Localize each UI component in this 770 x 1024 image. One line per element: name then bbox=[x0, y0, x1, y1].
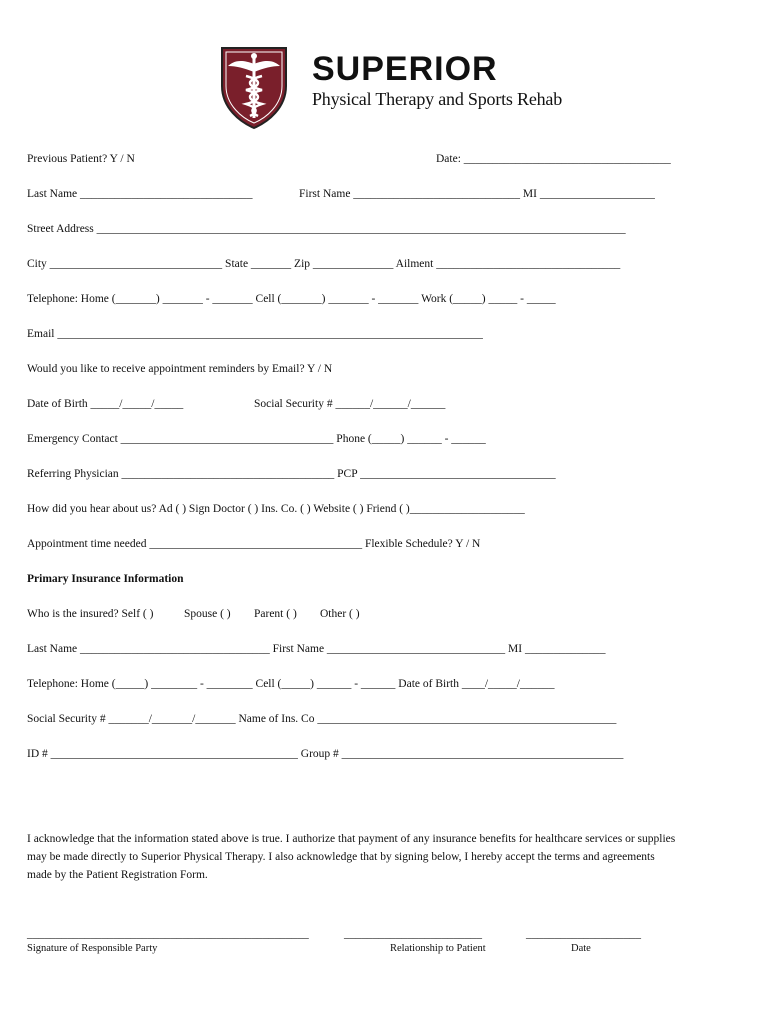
acknowledgement-text bbox=[27, 830, 747, 884]
caduceus-shield-icon bbox=[220, 46, 288, 130]
last-name-field[interactable]: Last Name ______________________________ bbox=[27, 188, 253, 200]
insurance-heading: Primary Insurance Information bbox=[27, 573, 184, 585]
date-label: Date bbox=[571, 943, 591, 954]
insured-spouse-option[interactable]: Spouse ( ) bbox=[184, 608, 231, 620]
insured-self-option[interactable]: Who is the insured? Self ( ) bbox=[27, 608, 154, 620]
insured-id-field[interactable]: ID # ___________________________________________ Group # _________________________________________________ bbox=[27, 748, 624, 760]
emergency-contact-field[interactable]: Emergency Contact _____________________________________ Phone (_____) ______ - ______ bbox=[27, 433, 486, 445]
date-field[interactable]: Date: ____________________________________ bbox=[436, 153, 671, 165]
acknowledgement-line: I acknowledge that the information stated above is true. I authorize that payment of any insurance benefits for healthcare services or supplies bbox=[27, 833, 676, 845]
street-address-field[interactable]: Street Address ____________________________________________________________________________________________ bbox=[27, 223, 626, 235]
reminders-question[interactable]: Would you like to receive appointment reminders by Email? Y / N bbox=[27, 363, 333, 375]
city-state-zip-field[interactable]: City ______________________________ State _______ Zip ______________ Ailment ________________________________ bbox=[27, 258, 621, 270]
signature-line[interactable]: _________________________________________________ bbox=[27, 928, 309, 940]
acknowledgement-line: made by the Patient Registration Form. bbox=[27, 869, 208, 881]
date-signature-line[interactable]: ____________________ bbox=[526, 928, 641, 940]
relationship-label: Relationship to Patient bbox=[390, 943, 486, 954]
brand-name: SUPERIOR bbox=[312, 50, 498, 88]
brand-tagline: Physical Therapy and Sports Rehab bbox=[312, 89, 563, 109]
referral-source-field[interactable]: How did you hear about us? Ad ( ) Sign Doctor ( ) Ins. Co. ( ) Website ( ) Friend ( )____________________ bbox=[27, 503, 525, 515]
insured-ssn-field[interactable]: Social Security # _______/_______/_______ Name of Ins. Co ____________________________________________________ bbox=[27, 713, 617, 725]
acknowledgement-line: may be made directly to Superior Physical Therapy. I also acknowledge that by signing below, I hereby accept the terms and agreements bbox=[27, 851, 655, 863]
previous-patient-field[interactable]: Previous Patient? Y / N bbox=[27, 153, 135, 165]
email-field[interactable]: Email __________________________________________________________________________ bbox=[27, 328, 483, 340]
referring-physician-field[interactable]: Referring Physician _____________________________________ PCP __________________________________ bbox=[27, 468, 556, 480]
first-name-field[interactable]: First Name _____________________________ MI ____________________ bbox=[299, 188, 655, 200]
insured-name-field[interactable]: Last Name _________________________________ First Name _______________________________ MI ______________ bbox=[27, 643, 606, 655]
insured-other-option[interactable]: Other ( ) bbox=[320, 608, 360, 620]
signature-label: Signature of Responsible Party bbox=[27, 943, 158, 954]
insured-telephone-field[interactable]: Telephone: Home (_____) ________ - ________ Cell (_____) ______ - ______ Date of Birth ____/_____/______ bbox=[27, 678, 555, 690]
date-of-birth-field[interactable]: Date of Birth _____/_____/_____ bbox=[27, 398, 184, 410]
social-security-field[interactable]: Social Security # ______/______/______ bbox=[254, 398, 446, 410]
appointment-time-field[interactable]: Appointment time needed _____________________________________ Flexible Schedule? Y / N bbox=[27, 538, 481, 550]
relationship-line[interactable]: ________________________ bbox=[344, 928, 482, 940]
insured-parent-option[interactable]: Parent ( ) bbox=[254, 608, 297, 620]
telephone-field[interactable]: Telephone: Home (_______) _______ - _______ Cell (_______) _______ - _______ Work (_____) _____ - _____ bbox=[27, 293, 556, 305]
